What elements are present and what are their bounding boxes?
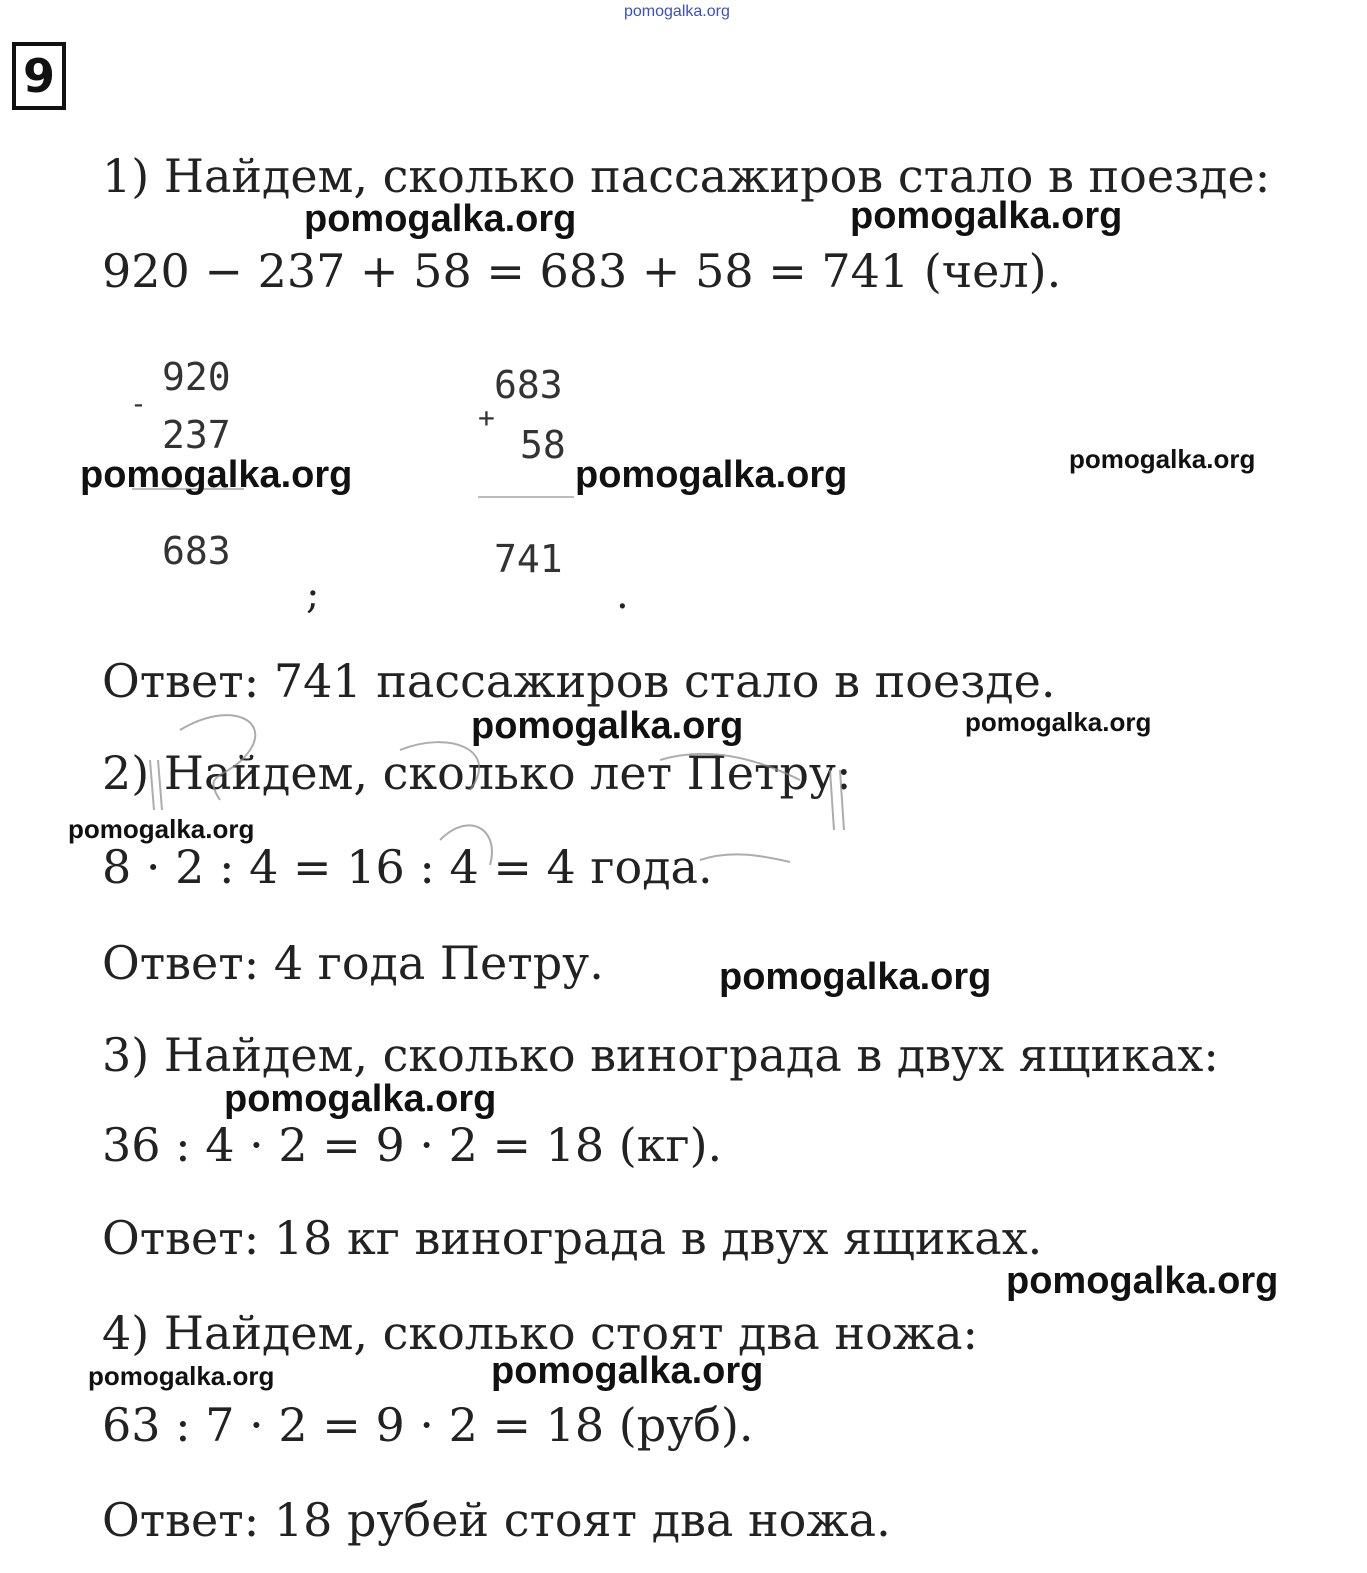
- watermark: pomogalka.org: [719, 956, 992, 998]
- problem4-answer: Ответ: 18 рубей стоят два ножа.: [102, 1493, 891, 1547]
- problem2-heading: 2) Найдем, сколько лет Петру:: [102, 746, 852, 800]
- problem2-expression: 8 · 2 : 4 = 16 : 4 = 4 года.: [102, 840, 713, 894]
- semicolon: ;: [306, 572, 320, 618]
- watermark-top: pomogalka.org: [624, 3, 730, 20]
- watermark: pomogalka.org: [1069, 444, 1256, 474]
- period: .: [616, 572, 629, 618]
- watermark: pomogalka.org: [304, 198, 577, 240]
- watermark: pomogalka.org: [1006, 1260, 1279, 1302]
- problem4-expression: 63 : 7 · 2 = 9 · 2 = 18 (руб).: [102, 1398, 754, 1452]
- column-add-result: 741: [494, 537, 563, 581]
- problem2-answer: Ответ: 4 года Петру.: [102, 936, 604, 990]
- watermark: pomogalka.org: [850, 195, 1123, 237]
- watermark: pomogalka.org: [88, 1361, 275, 1391]
- column-add-bottom: 58: [520, 423, 566, 467]
- column-add-top: 683: [494, 363, 563, 407]
- column-sub-bottom: 237: [162, 413, 231, 457]
- watermark: pomogalka.org: [575, 454, 848, 496]
- watermark: pomogalka.org: [965, 707, 1152, 737]
- watermark: pomogalka.org: [80, 454, 353, 496]
- watermark: pomogalka.org: [471, 705, 744, 747]
- watermark: pomogalka.org: [68, 814, 255, 844]
- problem1-answer: Ответ: 741 пассажиров стало в поезде.: [102, 654, 1056, 708]
- problem4-heading: 4) Найдем, сколько стоят два ножа:: [102, 1306, 978, 1360]
- column-sub-top: 920: [162, 355, 231, 399]
- problem3-answer: Ответ: 18 кг винограда в двух ящиках.: [102, 1211, 1043, 1265]
- problem1-heading: 1) Найдем, сколько пассажиров стало в поезде:: [102, 149, 1271, 203]
- column-add-rule: [478, 496, 574, 498]
- plus-sign: +: [478, 401, 495, 434]
- column-sub-result: 683: [162, 529, 231, 573]
- problem3-heading: 3) Найдем, сколько винограда в двух ящиках:: [102, 1028, 1219, 1082]
- watermark: pomogalka.org: [491, 1350, 764, 1392]
- task-number-box: 9: [12, 42, 66, 110]
- problem3-expression: 36 : 4 · 2 = 9 · 2 = 18 (кг).: [102, 1118, 723, 1172]
- watermark: pomogalka.org: [224, 1078, 497, 1120]
- minus-sign: -: [130, 387, 147, 420]
- problem1-expression: 920 − 237 + 58 = 683 + 58 = 741 (чел).: [102, 244, 1062, 298]
- pencil-scribble-marks: [140, 690, 860, 890]
